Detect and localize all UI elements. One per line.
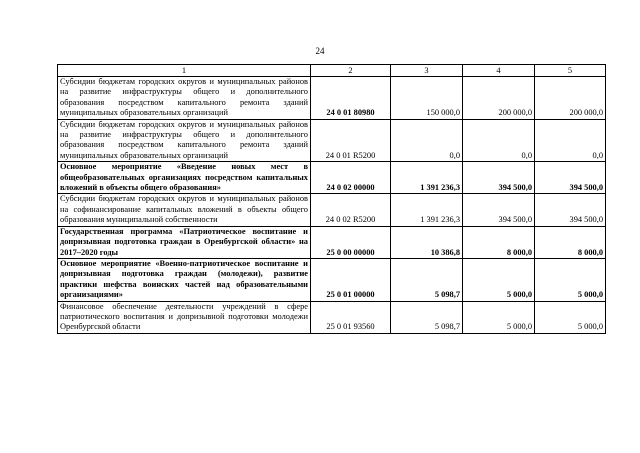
table-row	[58, 119, 606, 162]
row-value-col3: 1 391 236,3	[391, 194, 463, 226]
table-row	[58, 301, 606, 333]
row-value-col4: 5 000,0	[463, 301, 535, 333]
row-code: 25 0 01 93560	[311, 301, 391, 333]
budget-table	[57, 64, 606, 334]
row-value-col4: 0,0	[463, 119, 535, 162]
row-value-col4: 8 000,0	[463, 226, 535, 258]
table-row	[58, 77, 606, 120]
row-value-col5: 8 000,0	[535, 226, 606, 258]
row-name: Основное мероприятие «Введение новых мест в общеобразовательных организациях посредством капитальных вложений в объекты общего образования»	[58, 162, 311, 194]
row-code: 24 0 02 R5200	[311, 194, 391, 226]
row-code: 25 0 01 00000	[311, 258, 391, 301]
table-row	[58, 162, 606, 194]
row-value-col4: 394 500,0	[463, 162, 535, 194]
row-name: Основное мероприятие «Военно-патриотическое воспитание и допризывная подготовка граждан (молодежи), развитие практики шефства воинских частей над образовательными организациями»	[58, 258, 311, 301]
row-value-col5: 0,0	[535, 119, 606, 162]
row-code: 25 0 00 00000	[311, 226, 391, 258]
row-value-col3: 0,0	[391, 119, 463, 162]
column-header: 5	[535, 65, 606, 77]
table-row	[58, 226, 606, 258]
page-number: 24	[315, 46, 325, 56]
row-value-col3: 5 098,7	[391, 301, 463, 333]
row-value-col5: 200 000,0	[535, 77, 606, 120]
row-value-col4: 200 000,0	[463, 77, 535, 120]
row-name: Финансовое обеспечение деятельности учреждений в сфере патриотического воспитания и допризывной подготовки молодежи Оренбургской области	[58, 301, 311, 333]
column-header: 2	[311, 65, 391, 77]
row-name: Субсидии бюджетам городских округов и муниципальных районов на развитие инфраструктуры общего и дополнительного образования посредством капитального ремонта зданий муниципальных образовательных организаций	[58, 119, 311, 162]
row-name: Субсидии бюджетам городских округов и муниципальных районов на софинансирование капитальных вложений в объекты общего образования муниципальной собственности	[58, 194, 311, 226]
row-value-col3: 5 098,7	[391, 258, 463, 301]
row-value-col5: 394 500,0	[535, 162, 606, 194]
table-row	[58, 194, 606, 226]
row-value-col3: 1 391 236,3	[391, 162, 463, 194]
column-header: 4	[463, 65, 535, 77]
row-value-col4: 394 500,0	[463, 194, 535, 226]
column-header: 1	[58, 65, 311, 77]
row-name: Государственная программа «Патриотическое воспитание и допризывная подготовка граждан в Оренбургской области» на 2017–2020 годы	[58, 226, 311, 258]
row-value-col3: 150 000,0	[391, 77, 463, 120]
row-value-col5: 5 000,0	[535, 301, 606, 333]
row-value-col3: 10 386,8	[391, 226, 463, 258]
row-value-col4: 5 000,0	[463, 258, 535, 301]
table-header-row	[58, 65, 606, 77]
table-row	[58, 258, 606, 301]
row-name: Субсидии бюджетам городских округов и муниципальных районов на развитие инфраструктуры общего и дополнительного образования посредством капитального ремонта зданий муниципальных образовательных организаций	[58, 77, 311, 120]
row-value-col5: 394 500,0	[535, 194, 606, 226]
row-code: 24 0 01 80980	[311, 77, 391, 120]
row-code: 24 0 02 00000	[311, 162, 391, 194]
row-code: 24 0 01 R5200	[311, 119, 391, 162]
column-header: 3	[391, 65, 463, 77]
row-value-col5: 5 000,0	[535, 258, 606, 301]
